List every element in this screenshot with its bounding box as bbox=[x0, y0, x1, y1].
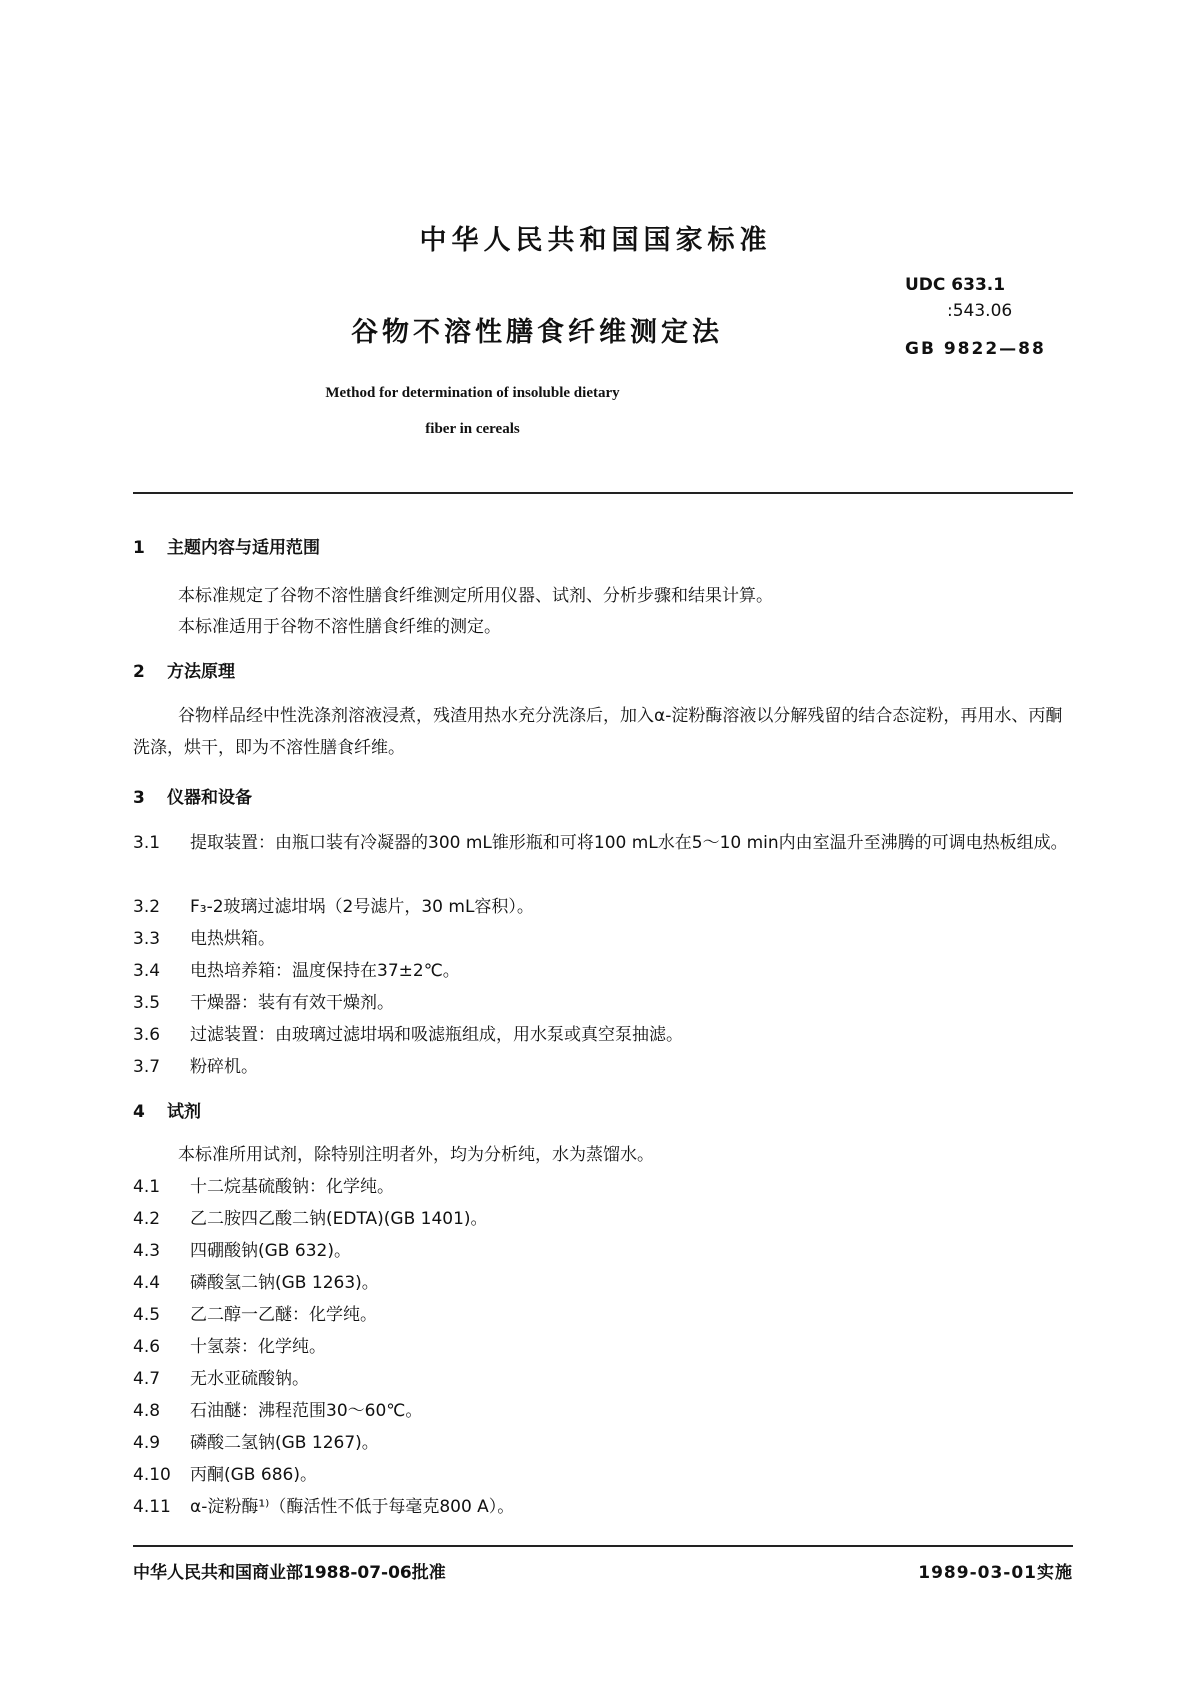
document-title-chinese bbox=[0, 310, 945, 349]
item-text: 十二烷基硫酸钠：化学纯。 bbox=[190, 1177, 394, 1197]
item-number: 3.5 bbox=[133, 993, 161, 1013]
item-text: 石油醚：沸程范围30～60℃。 bbox=[190, 1401, 423, 1421]
list-item bbox=[133, 1300, 377, 1325]
list-item bbox=[133, 827, 1073, 859]
item-number: 4.9 bbox=[133, 1433, 161, 1453]
item-number: 4.6 bbox=[133, 1337, 161, 1357]
item-number: 4.8 bbox=[133, 1401, 161, 1421]
list-item bbox=[133, 1052, 258, 1077]
section-number: 4 bbox=[133, 1102, 145, 1122]
list-item bbox=[133, 1332, 326, 1357]
item-number: 3.3 bbox=[133, 929, 161, 949]
section-number: 1 bbox=[133, 538, 145, 558]
section-title: 方法原理 bbox=[167, 662, 235, 682]
section-4-intro: 本标准所用试剂，除特别注明者外，均为分析纯，水为蒸馏水。 bbox=[178, 1145, 654, 1165]
item-number: 3.4 bbox=[133, 961, 161, 981]
udc-code-line2: :543.06 bbox=[947, 301, 1013, 321]
item-text: 干燥器：装有有效干燥剂。 bbox=[190, 993, 394, 1013]
section-title: 试剂 bbox=[167, 1102, 201, 1122]
list-item bbox=[133, 924, 275, 949]
section-1-heading bbox=[133, 533, 320, 558]
list-item bbox=[133, 988, 394, 1013]
list-item bbox=[133, 1364, 309, 1389]
list-item bbox=[133, 1492, 514, 1517]
item-text: 过滤装置：由玻璃过滤坩埚和吸滤瓶组成，用水泵或真空泵抽滤。 bbox=[190, 1025, 683, 1045]
document-title-english bbox=[0, 375, 945, 447]
item-number: 4.4 bbox=[133, 1273, 161, 1293]
item-text: 粉碎机。 bbox=[190, 1057, 258, 1077]
item-number: 4.11 bbox=[133, 1497, 171, 1517]
list-item bbox=[133, 1236, 351, 1261]
gb-standard-number: GB 9822—88 bbox=[905, 339, 1046, 359]
list-item bbox=[133, 1172, 394, 1197]
item-text: 电热烘箱。 bbox=[190, 929, 275, 949]
item-number: 4.1 bbox=[133, 1177, 161, 1197]
item-text: 四硼酸钠(GB 632)。 bbox=[190, 1241, 351, 1261]
item-text: F₃-2玻璃过滤坩埚（2号滤片，30 mL容积）。 bbox=[190, 897, 534, 917]
item-number: 3.2 bbox=[133, 897, 161, 917]
approval-line: 中华人民共和国商业部1988-07-06批准 bbox=[133, 1563, 446, 1583]
item-text: 乙二醇一乙醚：化学纯。 bbox=[190, 1305, 377, 1325]
section-3-heading bbox=[133, 783, 252, 808]
list-item bbox=[133, 1396, 422, 1421]
item-number: 4.2 bbox=[133, 1209, 161, 1229]
document-title-chinese-text: 谷物不溶性膳食纤维测定法 bbox=[351, 317, 723, 348]
list-item bbox=[133, 892, 534, 917]
header-divider bbox=[133, 492, 1073, 494]
list-item bbox=[133, 1428, 379, 1453]
item-number: 4.3 bbox=[133, 1241, 161, 1261]
item-text: 无水亚硫酸钠。 bbox=[190, 1369, 309, 1389]
item-text: 提取装置：由瓶口装有冷凝器的300 mL锥形瓶和可将100 mL水在5～10 min内由室温升至沸腾的可调电热板组成。 bbox=[190, 833, 1068, 853]
section-title: 主题内容与适用范围 bbox=[167, 538, 320, 558]
item-number: 3.1 bbox=[133, 833, 161, 853]
effective-date-line: 1989-03-01实施 bbox=[918, 1563, 1073, 1583]
document-title-english-line1: Method for determination of insoluble dietary bbox=[325, 385, 620, 401]
list-item bbox=[133, 956, 460, 981]
udc-code-line1: UDC 633.1 bbox=[905, 275, 1006, 295]
section-2-heading bbox=[133, 657, 235, 682]
item-text: 电热培养箱：温度保持在37±2℃。 bbox=[190, 961, 460, 981]
section-title: 仪器和设备 bbox=[167, 788, 252, 808]
item-text: 磷酸二氢钠(GB 1267)。 bbox=[190, 1433, 379, 1453]
section-4-heading bbox=[133, 1097, 201, 1122]
section-number: 3 bbox=[133, 788, 145, 808]
item-number: 3.6 bbox=[133, 1025, 161, 1045]
item-number: 4.5 bbox=[133, 1305, 161, 1325]
list-item bbox=[133, 1204, 488, 1229]
list-item bbox=[133, 1460, 317, 1485]
item-text: 丙酮(GB 686)。 bbox=[190, 1465, 317, 1485]
item-text: 磷酸氢二钠(GB 1263)。 bbox=[190, 1273, 379, 1293]
section-number: 2 bbox=[133, 662, 145, 682]
list-item bbox=[133, 1020, 683, 1045]
item-text: 乙二胺四乙酸二钠(EDTA)(GB 1401)。 bbox=[190, 1209, 488, 1229]
document-title-english-line2: fiber in cereals bbox=[425, 421, 520, 437]
section-1-paragraph-1: 本标准规定了谷物不溶性膳食纤维测定所用仪器、试剂、分析步骤和结果计算。 bbox=[178, 586, 773, 606]
footer-divider bbox=[133, 1545, 1073, 1547]
item-number: 4.7 bbox=[133, 1369, 161, 1389]
section-1-paragraph-2: 本标准适用于谷物不溶性膳食纤维的测定。 bbox=[178, 617, 501, 637]
item-number: 3.7 bbox=[133, 1057, 161, 1077]
national-standard-heading: 中华人民共和国国家标准 bbox=[419, 225, 772, 256]
list-item bbox=[133, 1268, 379, 1293]
item-text: 十氢萘：化学纯。 bbox=[190, 1337, 326, 1357]
section-2-paragraph: 谷物样品经中性洗涤剂溶液浸煮，残渣用热水充分洗涤后，加入α-淀粉酶溶液以分解残留的结合态淀粉，再用水、丙酮洗涤，烘干，即为不溶性膳食纤维。 bbox=[133, 706, 1063, 758]
item-text: α-淀粉酶¹⁾（酶活性不低于每毫克800 A）。 bbox=[190, 1497, 515, 1517]
item-number: 4.10 bbox=[133, 1465, 171, 1485]
